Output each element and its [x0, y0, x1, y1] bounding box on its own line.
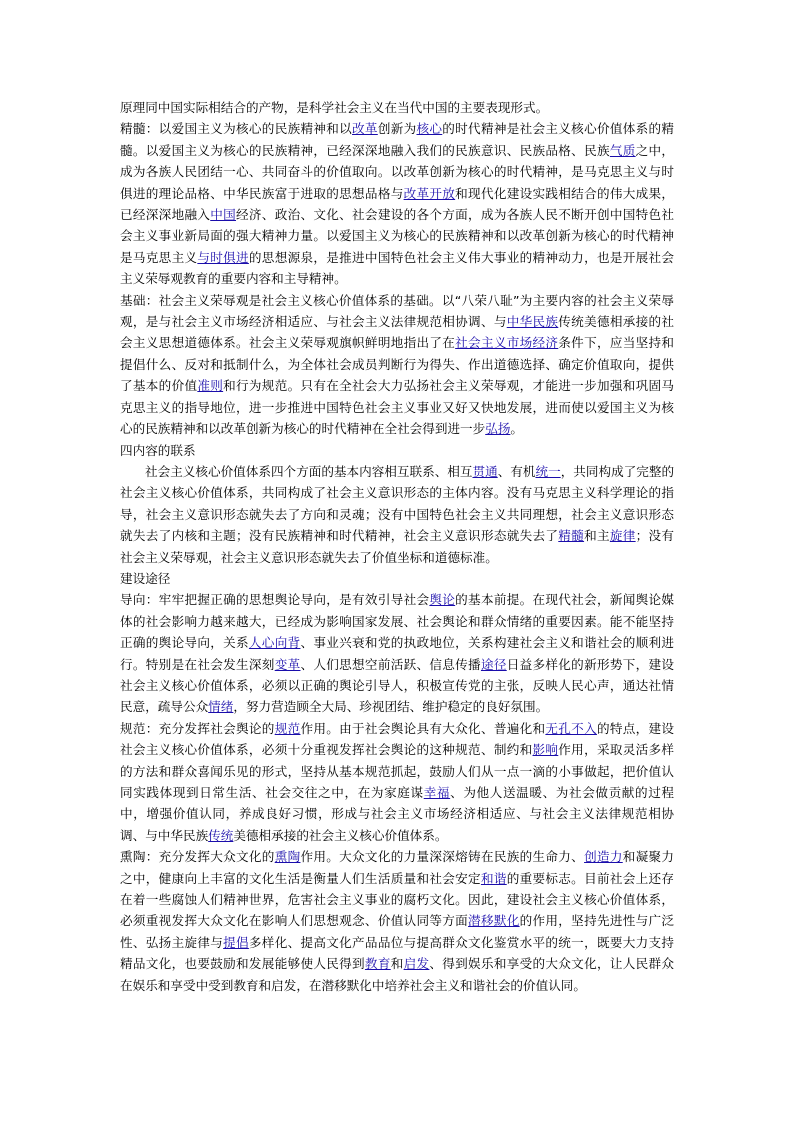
inline-link[interactable]: 教育	[364, 956, 391, 972]
inline-link[interactable]: 旋律	[609, 528, 636, 544]
inline-link[interactable]: 改革开放	[403, 185, 456, 201]
text-run: 原理同中国实际相结合的产物，是科学社会主义在当代中国的主要表现形式。	[120, 100, 549, 115]
text-run: 的重要标志。目前社会上还存在着一些腐蚀人们精神世界，危害社会主义事业的腐朽文化。因此，建设社会主义核心价值体系，必须重视发挥大众文化在影响人们思想观念、价值认同等方面	[120, 870, 674, 929]
text-run: 之中，成为各族人民团结一心、共同奋斗的价值取向。以改革创新为核心的时代精神，是马克思主义与时俱进的理论品格、中华民族富于进取的思想品格与	[120, 142, 674, 201]
text-run: 作用，采取灵活多样的方法和群众喜闻乐见的形式，坚持从基本规范抓起，鼓励人们从一点一滴的小事做起，把价值认同实践体现到日常生活、社会交往之中，在为家庭谋	[120, 742, 674, 800]
inline-link[interactable]: 情绪	[208, 699, 234, 715]
paragraph	[120, 718, 674, 846]
text-run: 、事业兴衰和党的执政地位，关系构建社会主义和谐社会的顺利进行。特别是在社会发生深刻	[120, 635, 674, 672]
text-run: 、为他人送温暖、为社会做贡献的过程中，增强价值认同，养成良好习惯，形成与社会主义市场经济相适应、与社会主义法律规范相协调、与中华民族	[120, 785, 675, 843]
text-run: 精髓：以爱国主义为核心的民族精神和以	[120, 121, 353, 137]
inline-link[interactable]: 统一	[535, 463, 561, 479]
inline-link[interactable]: 启发	[403, 956, 430, 972]
inline-link[interactable]: 人心向背	[248, 635, 301, 651]
inline-link[interactable]: 准则	[197, 378, 224, 394]
text-run: 的思想源泉，是推进中国特色社会主义伟大事业的精神动力，也是开展社会主义荣辱观教育的重要内容和主导精神。	[120, 249, 674, 287]
text-run: 建设途径	[120, 570, 171, 586]
paragraph	[120, 290, 674, 440]
text-run: 日益多样化的新形势下，建设社会主义核心价值体系，必须以正确的舆论引导人，积极宣传党的主张，反映人民心声，通达社情民意，疏导公众	[120, 656, 674, 715]
inline-link[interactable]: 舆论	[429, 592, 456, 608]
inline-link[interactable]: 无孔不入	[545, 720, 597, 736]
inline-link[interactable]: 中华民族	[506, 314, 559, 330]
inline-link[interactable]: 规范	[274, 720, 301, 736]
text-run: 基础：社会主义荣辱观是社会主义核心价值体系的基础。以“八荣八耻”为主要内容的社会主义荣辱观，是与社会主义市场经济相适应、与社会主义法律规范相协调、与	[120, 292, 674, 330]
text-run: 的作用，坚持先进性与广泛性、弘扬主旋律与	[120, 913, 674, 950]
inline-link[interactable]: 中国	[210, 207, 237, 223]
inline-link[interactable]: 气质	[609, 142, 636, 158]
text-run: 四内容的联系	[120, 442, 196, 458]
text-run: 经济、政治、文化、社会建设的各个方面，成为各族人民不断开创中国特色社会主义事业新局面的强大精神力量。以爱国主义为核心的民族精神和以改革创新为核心的时代精神是马克思主义	[120, 207, 674, 265]
text-run: 、得到娱乐和享受的大众文化，让人民群众在娱乐和享受中受到教育和启发，在潜移默化中培养社会主义和谐社会的价值认同。	[120, 956, 674, 993]
text-run: 、人们思想空前活跃、信息传播	[300, 656, 481, 672]
text-run: 和行为规范。只有在全社会大力弘扬社会主义荣辱观，才能进一步加强和巩固马克思主义的指导地位，进一步推进中国特色社会主义事业又好又快地发展，进而使以爱国主义为核心的民族精神和以改革创新为核心的时代精神在全社会得到进一步	[120, 378, 674, 437]
inline-link[interactable]: 和谐	[480, 870, 507, 886]
paragraph	[120, 846, 674, 996]
inline-link[interactable]: 传统	[208, 827, 234, 843]
text-run: 和现代化建设实践相结合的伟大成果，已经深深地融入	[120, 185, 674, 223]
text-run: 作用。由于社会舆论具有大众化、普遍化和	[300, 720, 546, 736]
inline-link[interactable]: 与时俱进	[197, 249, 249, 265]
inline-link[interactable]: 改革	[352, 121, 378, 137]
inline-link[interactable]: 社会主义市场经济	[455, 335, 559, 351]
text-run: ；没有社会主义荣辱观，社会主义意识形态就失去了价值坐标和道德标准。	[120, 528, 674, 565]
paragraph	[120, 118, 674, 289]
text-run: 的特点，建设社会主义核心价值体系，必须十分重视发挥社会舆论的这种规范、制约和	[120, 720, 674, 758]
text-run: 规范：充分发挥社会舆论的	[120, 720, 275, 736]
text-run: 的时代精神是社会主义核心价值体系的精髓。以爱国主义为核心的民族精神，已经深深地融入我们的民族意识、民族品格、民族	[120, 121, 674, 158]
document-page	[120, 97, 674, 996]
text-run: 和凝聚力之中，健康向上丰富的文化生活是衡量人们生活质量和社会安定	[120, 849, 674, 886]
paragraph	[120, 97, 674, 118]
text-run: 和主	[584, 528, 610, 544]
text-run: 和	[390, 956, 404, 972]
text-run: 导向：牢牢把握正确的思想舆论导向，是有效引导社会	[120, 592, 430, 608]
inline-link[interactable]: 弘扬	[485, 421, 511, 437]
inline-link[interactable]: 幸福	[423, 785, 451, 800]
text-run: 创新为	[377, 121, 417, 137]
paragraph	[120, 589, 674, 717]
inline-link[interactable]: 精髓	[558, 528, 585, 544]
text-run: 社会主义核心价值体系四个方面的基本内容相互联系、相互	[145, 463, 473, 479]
text-run: 的基本前提。在现代社会，新闻舆论媒体的社会影响力越来越大，已经成为影响国家发展、社会舆论和群众情绪的重要因素。能不能坚持正确的舆论导向，关系	[120, 592, 674, 651]
text-run: 熏陶：充分发挥大众文化的	[120, 849, 275, 865]
inline-link[interactable]: 熏陶	[274, 849, 301, 865]
text-run: 条件下，应当坚持和提倡什么、反对和抵制什么，为全体社会成员判断行为得失、作出道德选择、确定价值取向，提供了基本的价值	[120, 335, 674, 394]
paragraph	[120, 461, 674, 568]
text-run: 、有机	[497, 463, 536, 479]
text-run: ，努力营造顾全大局、珍视团结、维护稳定的良好氛围。	[233, 699, 549, 715]
section-heading	[120, 568, 674, 589]
inline-link[interactable]: 潜移默化	[468, 913, 520, 929]
inline-link[interactable]: 贯通	[472, 463, 498, 479]
inline-link[interactable]: 创造力	[584, 849, 623, 865]
section-heading	[120, 440, 674, 461]
inline-link[interactable]: 途径	[480, 656, 507, 672]
inline-link[interactable]: 变革	[274, 656, 301, 672]
text-run: 传统美德相承接的社会主义思想道德体系。社会主义荣辱观旗帜鲜明地指出了在	[120, 314, 674, 351]
inline-link[interactable]: 影响	[532, 742, 559, 758]
text-run: 美德相承接的社会主义核心价值体系。	[233, 827, 448, 843]
inline-link[interactable]: 提倡	[223, 934, 249, 950]
inline-link[interactable]: 核心	[416, 121, 443, 137]
text-run: 作用。大众文化的力量深深熔铸在民族的生命力、	[300, 849, 585, 865]
text-run: 。	[510, 421, 523, 437]
text-run: ，共同构成了完整的社会主义核心价值体系，共同构成了社会主义意识形态的主体内容。没有马克思主义科学理论的指导，社会主义意识形态就失去了方向和灵魂；没有中国特色社会主义共同理想，社会主义意识形态就失去了内核和主题；没有民族精神和时代精神，社会主义意识形态就失去了	[120, 463, 675, 544]
text-run: 多样化、提高文化产品品位与提高群众文化鉴赏水平的统一，既要大力支持精品文化，也要鼓励和发展能够使人民得到	[120, 934, 674, 972]
